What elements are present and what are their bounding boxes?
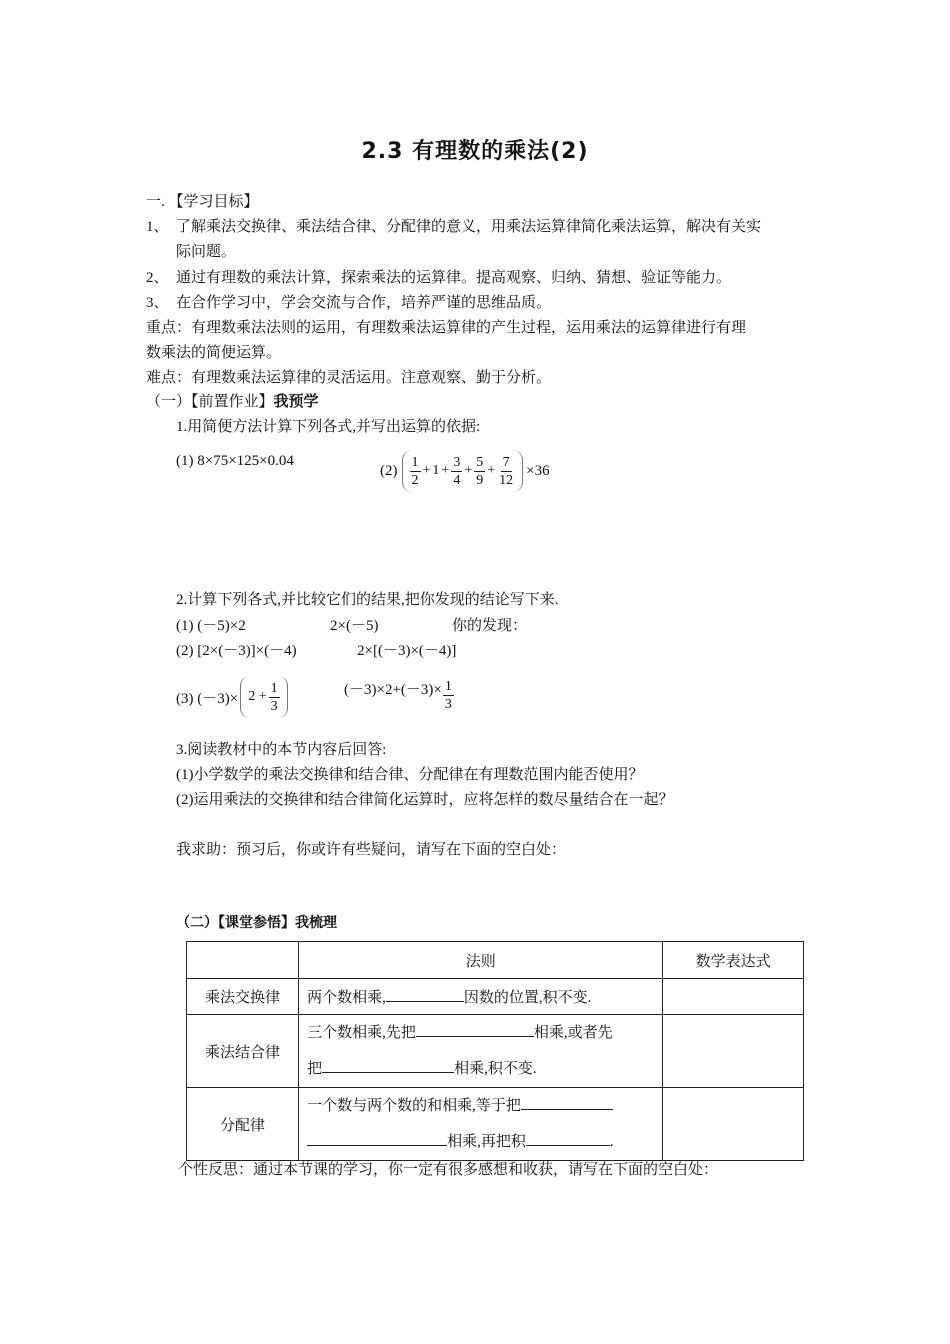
table-header-row: [187, 942, 804, 979]
law-rule: 一个数与两个数的和相乘,等于把 相乘,再把积 .: [299, 1088, 663, 1161]
question-1-part-2-label: (2): [380, 462, 398, 479]
question-1-part-1: (1) 8×75×125×0.04: [176, 453, 294, 469]
question-2-3a: (3) (－3)× 2 + $\frac{1}{3}$: [176, 676, 288, 718]
fraction: $\frac{1}{3}$: [444, 679, 452, 712]
header-rule: 法则: [299, 942, 663, 979]
fill-blank[interactable]: [322, 1058, 454, 1073]
fraction: $\frac{1}{2}$: [411, 454, 419, 488]
expression-cell[interactable]: [663, 979, 804, 1015]
question-3-1: (1)小学数学的乘法交换律和结合律、分配律在有理数范围内能否使用？: [176, 767, 644, 783]
goal-3-text: 在合作学习中，学会交流与合作，培养严谨的思维品质。: [176, 295, 552, 311]
goal-2-number: 2、: [146, 270, 169, 286]
question-2-2a: (2) [2×(－3)]×(－4): [176, 643, 297, 659]
fill-blank[interactable]: [526, 1131, 610, 1146]
law-name: 乘法交换律: [187, 979, 299, 1015]
fraction: $\frac{5}{9}$: [476, 454, 484, 488]
fraction: $\frac{1}{3}$: [270, 680, 278, 714]
goal-1-number: 1、: [146, 219, 169, 235]
preview-heading-label: （一）【前置作业】: [146, 394, 274, 410]
reflection: 个性反思：通过本节课的学习，你一定有很多感想和收获，请写在下面的空白处：: [178, 1162, 719, 1178]
goal-1-text: 了解乘法交换律、乘法结合律、分配律的意义，用乘法运算律简化乘法运算，解决有关实: [176, 219, 762, 235]
parenthesized-sum: $\frac{1}{2}$ + 1 + $\frac{3}{4}$ + $\frac{5}{9}$ + $\frac{7}{12}$: [402, 450, 524, 492]
question-2-2b: 2×[(－3)×(－4)]: [357, 643, 457, 659]
question-3: 3.阅读教材中的本节内容后回答:: [176, 742, 387, 758]
fraction: $\frac{7}{12}$: [499, 454, 514, 488]
key-points-cont: 数乘法的简便运算。: [146, 345, 282, 361]
fill-blank[interactable]: [521, 1095, 613, 1110]
goal-2-text: 通过有理数的乘法计算，探索乘法的运算律。提高观察、归纳、猜想、验证等能力。: [176, 270, 732, 286]
question-2-1a: (1) (－5)×2: [176, 618, 246, 634]
page-title: 2.3 有理数的乘法(2): [361, 139, 589, 164]
question-1-part-2: [380, 450, 550, 492]
header-blank: [187, 942, 299, 979]
classroom-heading: （二）【课堂参悟】我梳理: [176, 915, 337, 931]
fill-blank[interactable]: [416, 1022, 534, 1037]
question-1: 1.用简便方法计算下列各式,并写出运算的依据:: [176, 419, 481, 435]
table-row: [187, 1015, 804, 1088]
law-rule: 三个数相乘,先把 相乘,或者先 把 相乘,积不变.: [299, 1015, 663, 1088]
goals-heading: 一. 【学习目标】: [146, 194, 259, 210]
question-3-2: (2)运用乘法的交换律和结合律简化运算时，应将怎样的数尽量结合在一起？: [176, 792, 674, 808]
expression-cell[interactable]: [663, 1088, 804, 1161]
question-2: 2.计算下列各式,并比较它们的结果,把你发现的结论写下来.: [176, 592, 559, 608]
question-2-1b: 2×(－5): [330, 618, 379, 634]
fill-blank[interactable]: [386, 987, 464, 1002]
header-expression: 数学表达式: [663, 942, 804, 979]
law-name: 乘法结合律: [187, 1015, 299, 1088]
your-finding-label: 你的发现：: [452, 618, 528, 634]
parenthesized-sum: 2 + $\frac{1}{3}$: [240, 676, 287, 718]
multiplier: ×36: [526, 462, 550, 479]
difficulty: 难点：有理数乘法运算律的灵活运用。注意观察、勤于分析。: [146, 370, 552, 386]
ask-for-help: 我求助：预习后，你或许有些疑问，请写在下面的空白处：: [176, 842, 567, 858]
preview-heading: [146, 390, 319, 411]
key-points: 重点：有理数乘法法则的运用，有理数乘法运算律的产生过程，运用乘法的运算律进行有理: [146, 320, 747, 336]
table-row: [187, 1088, 804, 1161]
preview-heading-emphasis: 我预学: [273, 394, 319, 410]
law-name: 分配律: [187, 1088, 299, 1161]
laws-table: [186, 941, 804, 1161]
goal-1-text-cont: 际问题。: [176, 244, 237, 260]
expression-cell[interactable]: [663, 1015, 804, 1088]
table-row: [187, 979, 804, 1015]
fill-blank[interactable]: [307, 1131, 447, 1146]
law-rule: 两个数相乘, 因数的位置,积不变.: [299, 979, 663, 1015]
fraction: $\frac{3}{4}$: [453, 454, 461, 488]
goal-3-number: 3、: [146, 295, 169, 311]
question-2-3b: (－3)×2+(－3)× $\frac{1}{3}$: [344, 679, 452, 712]
